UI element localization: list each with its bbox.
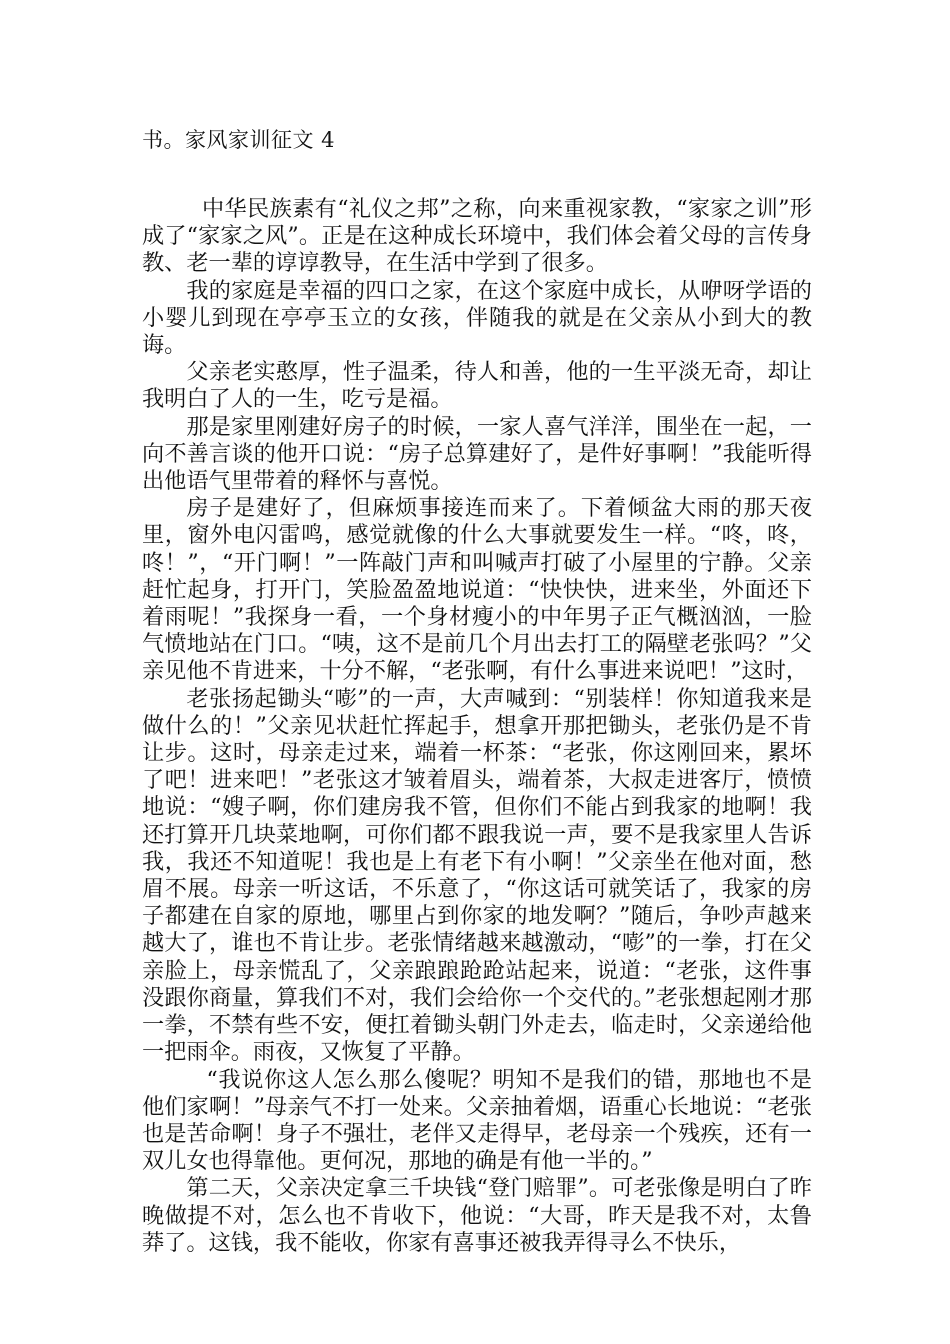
paragraph-6: 老张扬起锄头“嘭”的一声，大声喊到：“别装样！你知道我来是做什么的！”父亲见状赶忙挥起手，想拿开那把锄头，老张仍是不肯让步。这时，母亲走过来，端着一杯茶：“老张，你这刚回来，累坏了吧！进来吧！”老张这才皱着眉头，端着茶，大叔走进客厅，愤愤地说：“嫂子啊，你们建房我不管，但你们不能占到我家的地啊！我还打算开几块菜地啊，可你们都不跟我说一声，要不是我家里人告诉我，我还不知道呢！我也是上有老下有小啊！”父亲坐在他对面，愁眉不展。母亲一听这话，不乐意了，“你这话可就笑话了，我家的房子都建在自家的原地，哪里占到你家的地发啊？”随后，争吵声越来越大了，谁也不肯让步。老张情绪越来越激动，“嘭”的一拳，打在父亲脸上，母亲慌乱了，父亲踉踉跄跄站起来，说道：“老张，这件事没跟你商量，算我们不对，我们会给你一个交代的。”老张想起刚才那一拳，不禁有些不安，便扛着锄头朝门外走去，临走时，父亲递给他一把雨伞。雨夜，又恢复了平静。 — [142, 685, 812, 1066]
paragraph-7: “我说你这人怎么那么傻呢？明知不是我们的错，那地也不是他们家啊！”母亲气不打一处来。父亲抽着烟，语重心长地说：“老张也是苦命啊！身子不强壮，老伴又走得早，老母亲一个残疾，还有一双儿女也得靠他。更何况，那地的确是有他一半的。” — [142, 1066, 812, 1175]
paragraph-8: 第二天，父亲决定拿三千块钱“登门赔罪”。可老张像是明白了昨晚做提不对，怎么也不肯收下，他说：“大哥，昨天是我不对，太鲁莽了。这钱，我不能收，你家有喜事还被我弄得寻么不快乐， — [142, 1175, 812, 1256]
paragraph-3: 父亲老实憨厚，性子温柔，待人和善，他的一生平淡无奇，却让我明白了人的一生，吃亏是福。 — [142, 359, 812, 413]
paragraph-5: 房子是建好了，但麻烦事接连而来了。下着倾盆大雨的那天夜里，窗外电闪雷鸣，感觉就像的什么大事就要发生一样。“咚，咚，咚！”，“开门啊！”一阵敲门声和叫喊声打破了小屋里的宁静。父亲赶忙起身，打开门，笑脸盈盈地说道：“快快快，进来坐，外面还下着雨呢！”我探身一看，一个身材瘦小的中年男子正气概汹汹，一脸气愤地站在门口。“咦，这不是前几个月出去打工的隔壁老张吗？”父亲见他不肯进来，十分不解，“老张啊，有什么事进来说吧！”这时， — [142, 495, 812, 685]
paragraph-4: 那是家里刚建好房子的时候，一家人喜气洋洋，围坐在一起，一向不善言谈的他开口说：“房子总算建好了，是件好事啊！”我能听得出他语气里带着的释怀与喜悦。 — [142, 413, 812, 495]
essay-body — [142, 196, 812, 1257]
paragraph-2: 我的家庭是幸福的四口之家，在这个家庭中成长，从咿呀学语的小婴儿到现在亭亭玉立的女孩，伴随我的就是在父亲从小到大的教诲。 — [142, 277, 812, 359]
paragraph-1: 中华民族素有“礼仪之邦”之称，向来重视家教，“家家之训”形成了“家家之风”。正是在这种成长环境中，我们体会着父母的言传身教、老一辈的谆谆教导，在生活中学到了很多。 — [142, 196, 812, 277]
header-line: 书。家风家训征文 4 — [142, 128, 336, 152]
